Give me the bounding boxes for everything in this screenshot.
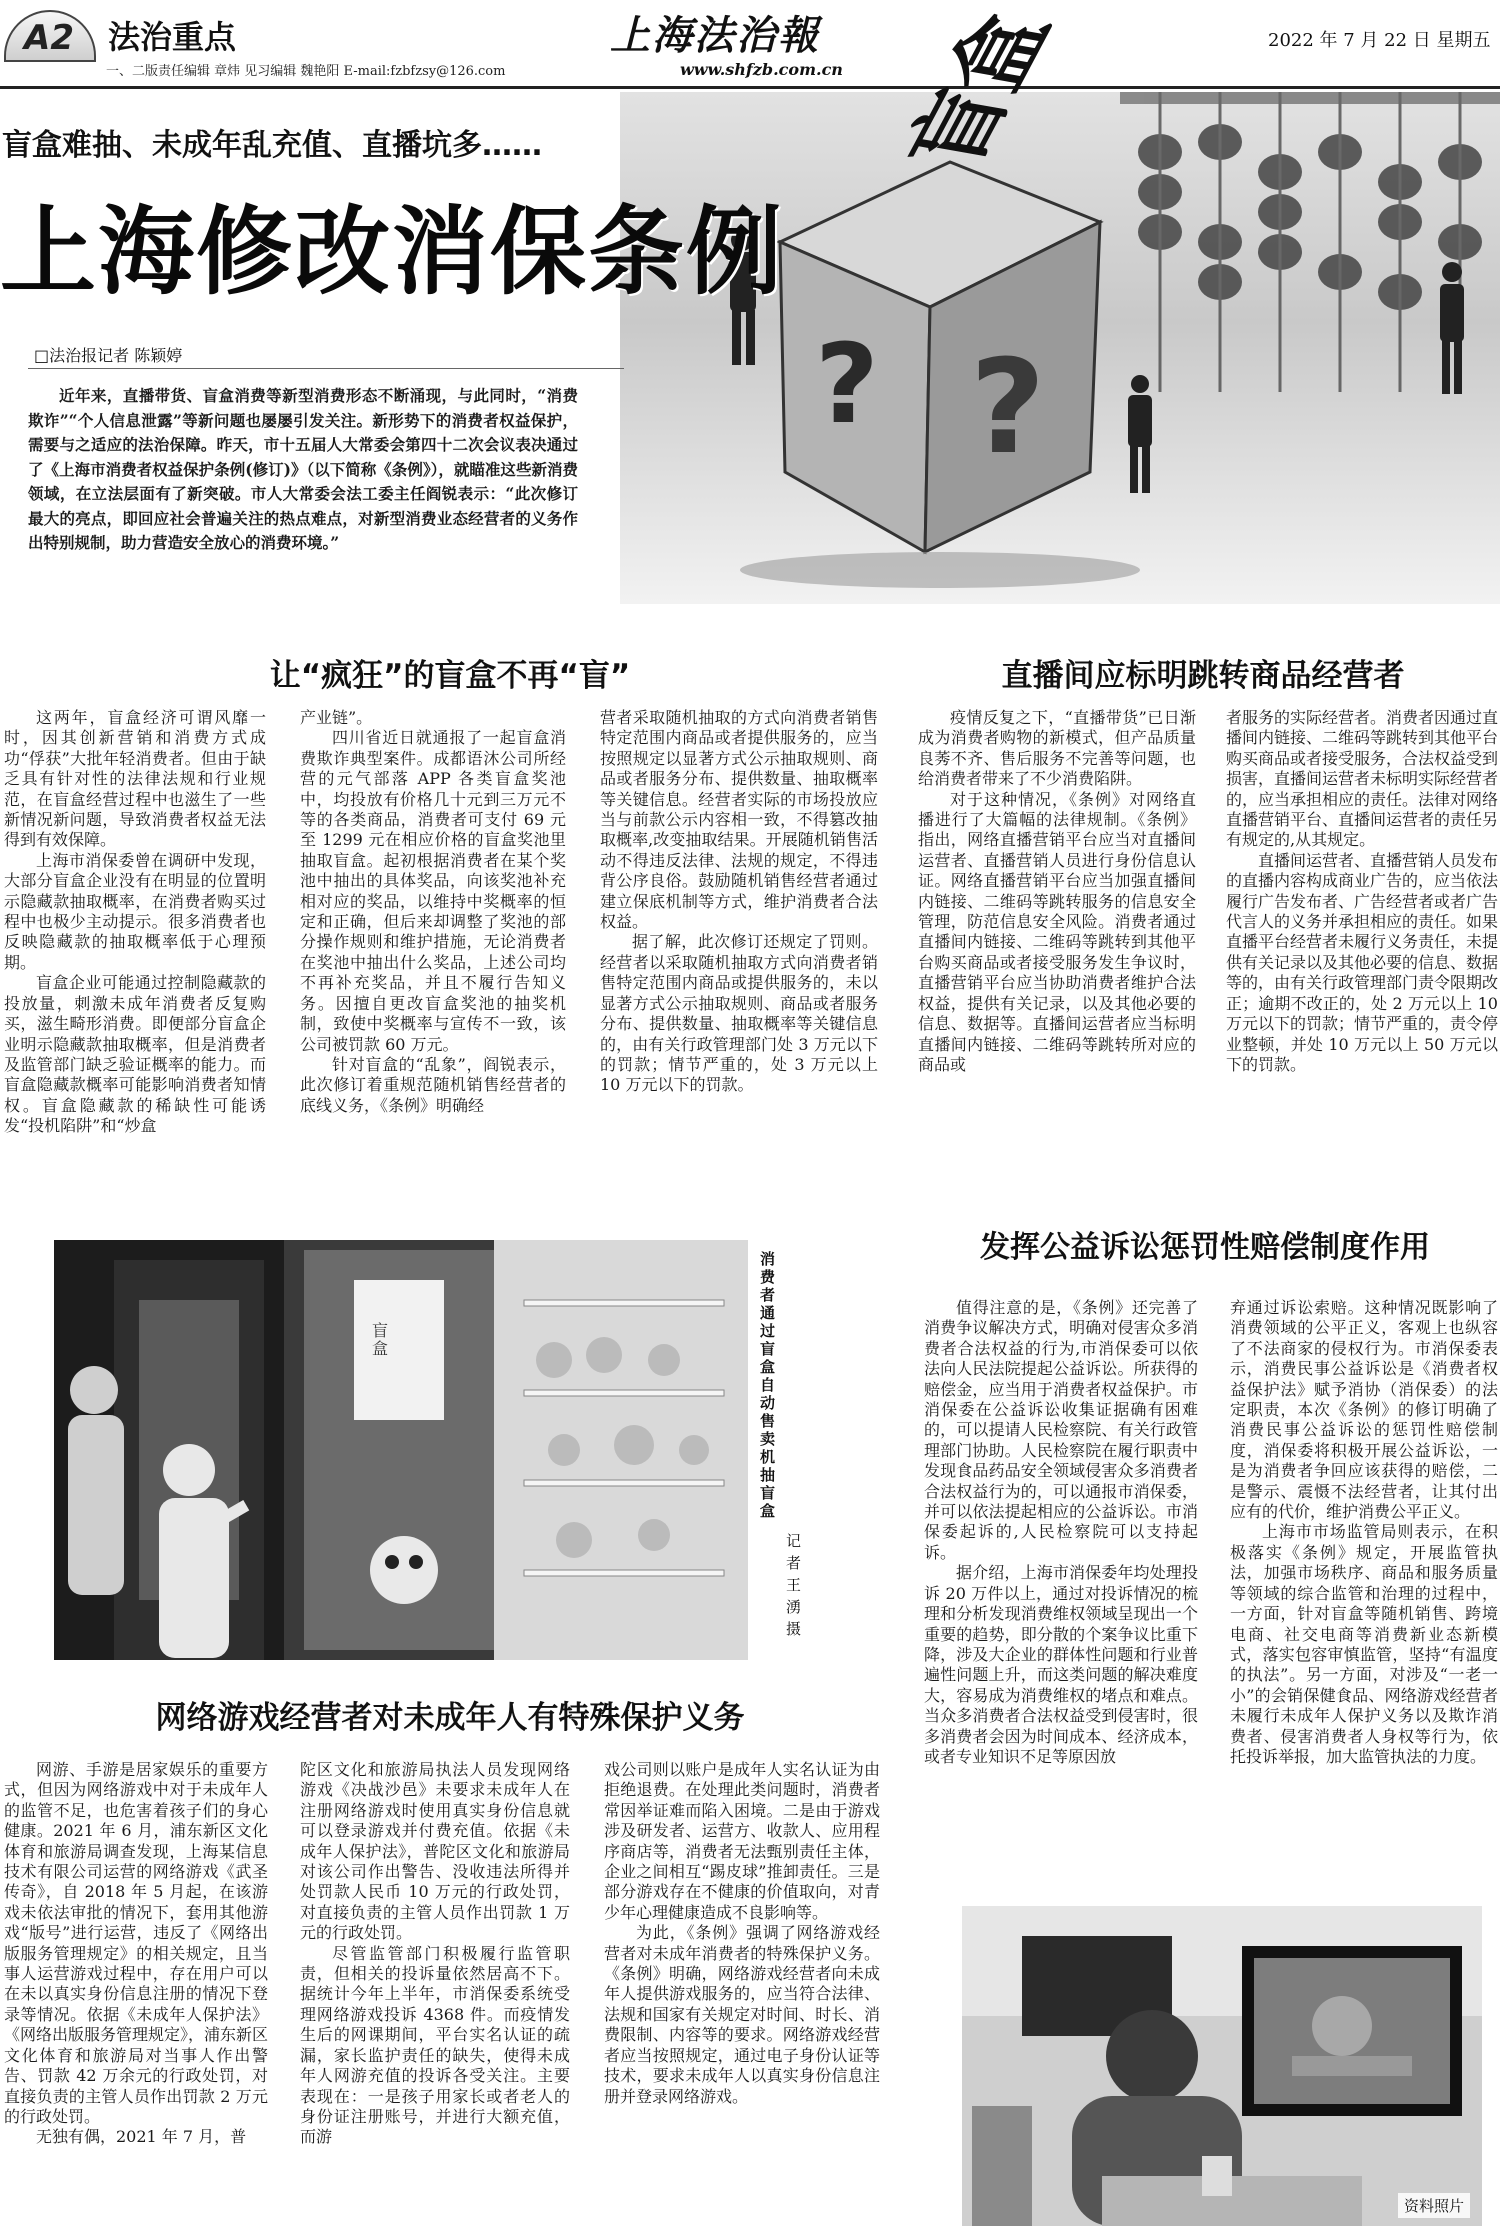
newspaper-logo: 上海法治報 — [610, 12, 820, 59]
vending-machine-photo — [54, 1240, 748, 1660]
section-title-games: 网络游戏经营者对未成年人有特殊保护义务 — [155, 1700, 745, 1736]
section-title-live: 直播间应标明跳转商品经营者 — [1001, 658, 1405, 694]
paragraph: 对于这种情况，《条例》对网络直播进行了大篇幅的法律规制。《条例》指出，网络直播营销平台应当对直播间运营者、直播营销人员进行身份信息认证。网络直播营销平台应当加强直播间内链接、二维码等跳转服务的信息安全管理，防范信息安全风险。消费者通过直播间内链接、二维码等跳转到其他平台购买商品或者接受服务发生争议时，直播营销平台应当协助消费者维护合法权益，提供有关记录，以及其他必要的信息、数据等。直播间运营者应当标明直播间内链接、二维码等跳转所对应的商品或 — [918, 789, 1196, 1074]
headline-title: 上海修改消保条例 — [0, 196, 784, 308]
games-column-3 — [604, 1760, 880, 2226]
paragraph: 为此，《条例》强调了网络游戏经营者对未成年消费者的特殊保护义务。《条例》明确，网络游戏经营者向未成年人提供游戏服务的，应当符合法律、法规和国家有关规定对时间、时长、消费限制、内容等的要求。网络游戏经营者应当按照规定，通过电子身份认证等技术，要求未成年人以真实身份信息注册并登录网络游戏。 — [604, 1923, 880, 2106]
blind-box-cube-icon — [620, 92, 1500, 604]
svg-text:?: ? — [970, 331, 1046, 483]
paragraph: 据了解，此次修订还规定了罚则。经营者以采取随机抽取方式向消费者销售特定范围内商品或提供服务的，未以显著方式公示抽取规则、商品或者服务分布、提供数量、抽取概率等关键信息的，由有关行政管理部门处 3 万元以下的罚款；情节严重的，处 3 万元以上 10 万元以下的罚款。 — [600, 932, 878, 1095]
vending-screen-label: 盲盒 — [372, 1321, 389, 1358]
blindbox-column-3 — [600, 708, 878, 1200]
lead-text: 近年来，直播带货、盲盒消费等新型消费形态不断涌现，与此同时，“消费欺诈”“个人信息泄露”等新问题也屡屡引发关注。新形势下的消费者权益保护，需要与之适应的法治保障。昨天，市十五届人大常委会第四十二次会议表决通过了《上海市消费者权益保护条例(修订)》（以下简称《条例》），就瞄准这些新消费领域，在立法层面有了新突破。市人大常委会法工委主任阎锐表示：“此次修订最大的亮点，即回应社会普遍关注的热点难点，对新型消费业态经营者的义务作出特别规制，助力营造安全放心的消费环境。” — [28, 386, 578, 552]
paragraph: 陀区文化和旅游局执法人员发现网络游戏《决战沙邑》未要求未成年人在注册网络游戏时使用真实身份信息就可以登录游戏并付费充值。依据《未成年人保护法》，普陀区文化和旅游局对该公司作出警告、没收违法所得并处罚款人民币 10 万元的行政处罚，对直接负责的主管人员作出罚款 1 万元的行政处罚。 — [300, 1760, 570, 1943]
editors-line: 一、二版责任编辑 章炜 见习编辑 魏艳阳 E-mail:fzbfzsy@126.com — [106, 64, 506, 79]
blindbox-column-2 — [300, 708, 566, 1200]
section-title-lawsuit: 发挥公益诉讼惩罚性赔偿制度作用 — [980, 1230, 1430, 1265]
paragraph: 这两年，盲盒经济可谓风靡一时，因其创新营销和消费方式成功“俘获”大批年轻消费者。但由于缺乏具有针对性的法律法规和行业规范，在盲盒经营过程中也滋生了一些新情况新问题，导致消费者权益无法得到有效保障。 — [4, 708, 266, 850]
paragraph: 尽管监管部门积极履行监管职责，但相关的投诉量依然居高不下。据统计今年上半年，市消保委系统受理网络游戏投诉 4368 件。而疫情发生后的网课期间，平台实名认证的疏漏，家长监护责任的缺失，使得未成年人网游充值的投诉各受关注。主要表现在：一是孩子用家长或者老人的身份证注册账号，并进行大额充值，而游 — [300, 1943, 570, 2147]
page-number: A2 — [24, 18, 74, 58]
masthead-rule — [0, 86, 1500, 89]
paragraph: 四川省近日就通报了一起盲盒消费欺诈典型案件。成都语沐公司所经营的元气部落 APP 各类盲盒奖池中，均投放有价格几十元到三万元不等的各类商品，消费者可支付 69 元至 1299 元在相应价格的盲盒奖池里抽取盲盒。起初根据消费者在某个奖池中抽出的具体奖品，向该奖池补充相对应的奖品，以维持中奖概率的恒定和正确，但后来却调整了奖池的部分操作规则和维护措施，无论消费者在奖池中抽出什么奖品，上述公司均不再补充奖品，并且不履行告知义务。因擅自更改盲盒奖池的抽奖机制，致使中奖概率与宣传不一致，该公司被罚款 60 万元。 — [300, 728, 566, 1054]
credit-text: 记者 王湧 摄 — [786, 1532, 802, 1638]
paragraph: 针对盲盒的“乱象”，阎锐表示，此次修订着重规范随机销售经营者的底线义务，《条例》明确经 — [300, 1054, 566, 1115]
photo-caption — [760, 1250, 780, 1520]
games-column-2 — [300, 1760, 570, 2226]
paragraph: 上海市消保委曾在调研中发现，大部分盲盒企业没有在明显的位置明示隐藏款抽取概率，在消费者购买过程中也极少主动提示。很多消费者也反映隐藏款的抽取概率低于心理预期。 — [4, 850, 266, 972]
cube-label: 盲盒 — [888, 6, 1069, 174]
svg-text:?: ? — [815, 320, 879, 448]
paragraph: 产业链”。 — [300, 708, 373, 727]
paragraph: 疫情反复之下，“直播带货”已日渐成为消费者购物的新模式，但产品质量良莠不齐、售后服务不完善等问题，也给消费者带来了不少消费陷阱。 — [918, 708, 1196, 789]
issue-date: 2022 年 7 月 22 日 星期五 — [1268, 30, 1491, 51]
paragraph: 者服务的实际经营者。消费者因通过直播间内链接、二维码等跳转到其他平台购买商品或者接受服务，合法权益受到损害，直播间运营者未标明实际经营者的，应当承担相应的责任。法律对网络直播营销平台、直播间运营者的责任另有规定的,从其规定。 — [1226, 708, 1499, 850]
paragraph: 直播间运营者、直播营销人员发布的直播内容构成商业广告的，应当依法履行广告发布者、广告经营者或者广告代言人的义务并承担相应的责任。如果直播平台经营者未履行义务责任，未提供有关记录以及其他必要的信息、数据等的，由有关行政管理部门责令限期改正；逾期不改正的，处 2 万元以上 10 万元以下的罚款；情节严重的，责令停业整顿，并处 10 万元以上 50 万元以下的罚款。 — [1226, 850, 1499, 1074]
gaming-photo — [962, 1906, 1482, 2226]
live-column-2 — [1226, 708, 1498, 1106]
masthead — [0, 0, 1500, 88]
website-url: www.shfzb.com.cn — [680, 60, 843, 79]
caption-text: 消费者通过盲盒自动售卖机抽盲盒 — [760, 1250, 776, 1520]
paragraph: 戏公司则以账户是成年人实名认证为由拒绝退费。在处理此类问题时，消费者常因举证难而陷入困境。二是由于游戏涉及研发者、运营方、收款人、应用程序商店等，消费者无法甄别责任主体，企业之间相互“踢皮球”推卸责任。三是部分游戏存在不健康的价值取向，对青少年心理健康造成不良影响等。 — [604, 1760, 880, 1922]
section-title-blindbox: 让“疯狂”的盲盒不再“盲” — [269, 658, 631, 694]
paragraph: 据介绍，上海市消保委年均处理投诉 20 万件以上，通过对投诉情况的梳理和分析发现消费维权领域呈现出一个重要的趋势，即分散的个案争议比重下降，涉及大企业的群体性问题和行业普遍性问题上升，而这类问题的解决难度大，容易成为消费维权的堵点和难点。当众多消费者合法权益受到侵害时，很多消费者会因为时间成本、经济成本，或者专业知识不足等原因放 — [924, 1563, 1198, 1766]
paragraph: 弃通过诉讼索赔。这种情况既影响了消费领域的公平正义，客观上也纵容了不法商家的侵权行为。市消保委表示，消费民事公益诉讼是《消费者权益保护法》赋予消协（消保委）的法定职责，本次《条例》的修订明确了消费民事公益诉讼的惩罚性赔偿制度，消保委将积极开展公益诉讼，一是为消费者争回应该获得的赔偿，二是警示、震慑不法经营者，让其付出应有的代价，维护消费公平正义。 — [1230, 1298, 1498, 1522]
photo-credit — [786, 1530, 806, 1640]
gaming-photo-credit: 资料照片 — [1398, 2193, 1470, 2218]
paragraph: 无独有偶，2021 年 7 月，普 — [36, 2127, 247, 2147]
section-name: 法治重点 — [108, 18, 237, 56]
headline-kicker: 盲盒难抽、未成年乱充值、直播坑多…… — [2, 128, 542, 163]
live-column-1 — [918, 708, 1196, 1106]
byline-rule — [28, 368, 624, 369]
blindbox-column-1 — [4, 708, 266, 1200]
lawsuit-column-1 — [924, 1298, 1198, 1896]
paragraph: 网游、手游是居家娱乐的重要方式，但因为网络游戏中对于未成年人的监管不足，也危害着孩子们的身心健康。2021 年 6 月，浦东新区文化体育和旅游局调查发现，上海某信息技术有限公司运营的网络游戏《武圣传奇》，自 2018 年 5 月起，在该游戏未依法审批的情况下，套用其他游戏“版号”进行运营，违反了《网络出版服务管理规定》的相关规定，且当事人运营游戏过程中，存在用户可以在未以真实身份信息注册的情况下登录等情况。依据《未成年人保护法》《网络出版服务管理规定》，浦东新区文化体育和旅游局对当事人作出警告、罚款 42 万余元的行政处罚，对直接负责的主管人员作出罚款 2 万元的行政处罚。 — [4, 1760, 269, 2126]
byline: □法治报记者 陈颖婷 — [34, 346, 183, 365]
paragraph: 盲盒企业可能通过控制隐藏款的投放量，刺激未成年消费者反复购买，滋生畸形消费。即便部分盲盒企业明示隐藏款抽取概率，但是消费者及监管部门缺乏验证概率的能力。而盲盒隐藏款概率可能影响消费者知情权。盲盒隐藏款的稀缺性可能诱发“投机陷阱”和“炒盒 — [4, 973, 266, 1136]
lead-paragraph — [28, 384, 578, 556]
paragraph: 值得注意的是，《条例》还完善了消费争议解决方式，明确对侵害众多消费者合法权益的行为,市消保委可以依法向人民法院提起公益诉讼。所获得的赔偿金，应当用于消费者权益保护。市消保委在公益诉讼收集证据确有困难的，可以提请人民检察院、有关行政管理部门协助。人民检察院在履行职责中发现食品药品安全领域侵害众多消费者合法权益行为的，可以通报市消保委，并可以依法提起相应的公益诉讼。市消保委起诉的,人民检察院可以支持起诉。 — [924, 1298, 1198, 1562]
games-column-1 — [4, 1760, 268, 2226]
page-badge — [4, 10, 96, 62]
paragraph: 营者采取随机抽取的方式向消费者销售特定范围内商品或者提供服务的，应当按照规定以显著方式公示抽取规则、商品或者服务分布、提供数量、抽取概率等关键信息。经营者实际的市场投放应当与前款公示内容相一致，不得篡改抽取概率,改变抽取结果。开展随机销售活动不得违反法律、法规的规定，不得违背公序良俗。鼓励随机销售经营者通过建立保底机制等方式，维护消费者合法权益。 — [600, 708, 878, 932]
lawsuit-column-2 — [1230, 1298, 1498, 1896]
paragraph: 上海市市场监管局则表示，在积极落实《条例》规定，开展监管执法，加强市场秩序、商品和服务质量等领域的综合监管和治理的过程中，一方面，针对盲盒等随机销售、跨境电商、社交电商等消费新业态新模式，落实包容审慎监管，坚持“有温度的执法”。另一方面，对涉及“一老一小”的会销保健食品、网络游戏经营者未履行未成年人保护义务以及欺诈消费者、侵害消费者人身权等行为，依托投诉举报，加大监管执法的力度。 — [1230, 1522, 1498, 1766]
